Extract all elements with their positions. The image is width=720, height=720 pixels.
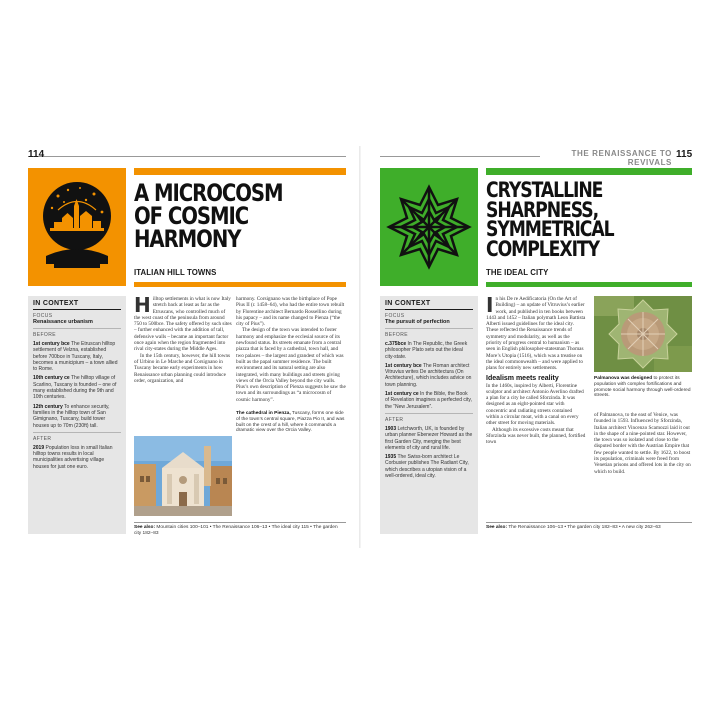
- body-paragraph: In the 15th century, however, the hill towns of Urbino in Le Marche and Corsignano in Tuscany became early experiments in how Renaissance urban planning could introduce order, organization, and: [134, 352, 231, 384]
- before-label: BEFORE: [33, 332, 56, 338]
- title-line: COMPLEXITY: [486, 236, 600, 261]
- in-context-panel: [28, 296, 126, 534]
- body-paragraph: The design of the town was intended to foster harmony and emphasize the ecclesial source of its newfound status. Its streets emanate from a central piazza that is faced by a cathedral, town hall, and two palaces – the largest and grandest of which was built as the papal summer residence. The built environment and its natural setting are also integrated, with many buildings and streets giving views of the Orcia Valley beyond the city walls. Pius’s own description of Pienza suggests he saw the town and its surroundings as “a microcosm of cosmic harmony”.: [236, 327, 346, 403]
- context-divider: [385, 328, 473, 329]
- title-bar-top: [134, 168, 346, 175]
- header-rule: [28, 156, 346, 157]
- body-column-1: [134, 293, 232, 384]
- header-rule: [380, 156, 540, 157]
- body-paragraph: of Palmanova, to the east of Venice, was founded in 1593. Influenced by Sforzinda, Italian architect Vincenzo Scamozzi laid it out in the shape of a nine-pointed star. However, the town was so isolated and close to the disputed border with the Austrian Empire that few people wanted to settle. By 1622, to boost its population, criminals were freed from Venetian prisons and offered lots in the city on which to build.: [594, 412, 691, 475]
- title-line: HARMONY: [134, 225, 241, 253]
- see-also: See also: Mountain cities 100–101 • The Renaissance 106–13 • The ideal city 115 • The garden city 182–83: [134, 522, 346, 537]
- timeline-entry: 1st century bce The Roman architect Vitruvius writes De architectura (On Architecture), which includes advice on town planning.: [385, 362, 472, 388]
- chapter-title: [486, 178, 614, 261]
- title-bar-bottom: [486, 282, 692, 287]
- after-label: AFTER: [385, 416, 404, 423]
- body-paragraph: illtop settlements in what is now Italy stretch back at least as far as the Etruscans, who controlled much of the west coast of the peninsula from around 750 to 500bce. The safety offered by such sites – further enhanced with the addition of tall, defensive walls – became an important factor once again when the region fragmented into rival city-states during the Middle Ages.: [134, 296, 232, 353]
- palmanova-aerial-photo: [594, 296, 692, 372]
- pienza-cathedral-photo: [134, 436, 232, 516]
- chapter-subtitle: ITALIAN HILL TOWNS: [134, 267, 217, 277]
- in-context-heading: IN CONTEXT: [33, 300, 121, 310]
- photo-caption: Palmanova was designed to protect its population with complex fortifications and promote social harmony through well-ordered streets.: [594, 376, 691, 399]
- body-paragraph: harmony. Corsignano was the birthplace of Pope Pius II (r. 1458–64), who had the entire town rebuilt by Florentine architect Bernardo Rossellino during his papacy – and its name changed to Pienza (“the city of Pius”).: [236, 296, 345, 328]
- drop-cap: H: [134, 293, 151, 317]
- page-gutter: [359, 146, 361, 548]
- in-context-heading: IN CONTEXT: [385, 300, 473, 310]
- context-divider: [33, 328, 121, 329]
- timeline-entry: 2019 Population loss in small Italian hilltop towns results in local municipalities advertising village houses for just one euro.: [33, 444, 113, 470]
- crystal-star-icon: [380, 168, 478, 286]
- timeline-entry: 12th century To enhance security, families in the hilltop town of San Gimignano, Tuscany, build tower houses up to 70m (230ft) tall.: [33, 403, 110, 429]
- see-also: See also: The Renaissance 106–13 • The garden city 182–83 • A new city 262–63: [486, 522, 692, 531]
- body-paragraph: n his De re Aedificatoria (On the Art of Building) – an update of Vitruvius’s earlier work, and published in ten books between 1443 and 1452 – Italian polymath Leon Battista Alberti issued guidelines for the ideal city. These reflected the Renaissance trends of symmetry and modularity, as well as the priority of progress central to humanism – as seen in English philosopher-statesman Thomas More’s Utopia (1516), which was a treatise on the ideal commonwealth – and were applied to plans for entirely new settlements.: [486, 296, 586, 372]
- timeline-entry: c.375bce In The Republic, the Greek philosopher Plato sets out the ideal city-state.: [385, 341, 468, 360]
- timeline-entry: 1st century bce The Etruscan hilltop settlement of Velzna, established before 700bce in Tuscany, Italy, becomes a municipium – a town allied to Rome.: [33, 341, 118, 373]
- chapter-subtitle: THE IDEAL CITY: [486, 267, 549, 277]
- body-paragraph: In the 1460s, inspired by Alberti, Florentine sculptor and architect Antonio Averlino drafted a plan for a city he called Sforzinda. It was designed as an eight-pointed star with concentric and radiating streets contained within a circular moat, with a canal on every other street for moving materials.: [486, 382, 584, 427]
- timeline-entry: 1903 Letchworth, UK, is founded by urban planner Ebenezer Howard as the first Garden City, merging the best elements of city and rural life.: [385, 425, 473, 451]
- body-column-2: [594, 412, 692, 475]
- title-line: SYMMETRICAL: [486, 217, 614, 241]
- body-paragraph: Although its excessive costs meant that Sforzinda was never built, the planned, fortified town: [486, 426, 586, 446]
- timeline-entry: 10th century ce The hilltop village of Scarlino, Tuscany is founded – one of many established during the 9th and 10th centuries.: [33, 375, 117, 401]
- chapter-icon-panel: [28, 168, 126, 286]
- drop-cap: I: [486, 293, 494, 317]
- title-bar-top: [486, 168, 692, 175]
- before-label: BEFORE: [385, 332, 408, 338]
- focus-label: FOCUS: [33, 313, 53, 319]
- body-column-1: [486, 293, 586, 446]
- context-divider: [385, 413, 473, 414]
- photo-caption: The cathedral in Pienza, Tuscany, forms one side of the town’s central square, Piazza Pio II, and was built on the crest of a hill, where it commands a dramatic view over the Orcia Valley.: [236, 411, 345, 434]
- focus-value: The pursuit of perfection: [385, 319, 450, 325]
- snow-globe-town-icon: [28, 168, 126, 286]
- after-label: AFTER: [33, 435, 52, 442]
- title-line: A MICROCOSM: [134, 179, 283, 207]
- chapter-icon-panel: [380, 168, 478, 286]
- title-line: OF COSMIC: [134, 202, 249, 230]
- title-bar-bottom: [134, 282, 346, 287]
- body-column-2: [236, 296, 346, 434]
- page-number: 115: [676, 149, 693, 160]
- book-spread: [28, 146, 692, 548]
- timeline-entry: 1935 The Swiss-born architect Le Corbusier publishes The Radiant City, which describes a utopian vision of a well-ordered, ideal city.: [385, 454, 469, 480]
- in-context-panel: [380, 296, 478, 534]
- focus-label: FOCUS: [385, 313, 405, 319]
- chapter-title: [134, 179, 283, 253]
- title-line: SHARPNESS,: [486, 197, 599, 222]
- running-head: THE RENAISSANCE TO REVIVALS: [571, 149, 672, 167]
- focus-value: Renaissance urbanism: [33, 319, 93, 325]
- timeline-entry: 1st century ce In the Bible, the Book of Revelation imagines a perfected city, the “New Jerusalem”.: [385, 391, 472, 410]
- section-heading: Idealism meets reality: [486, 374, 559, 382]
- context-divider: [33, 432, 121, 433]
- page-number: 114: [28, 149, 45, 160]
- title-line: CRYSTALLINE: [486, 178, 603, 202]
